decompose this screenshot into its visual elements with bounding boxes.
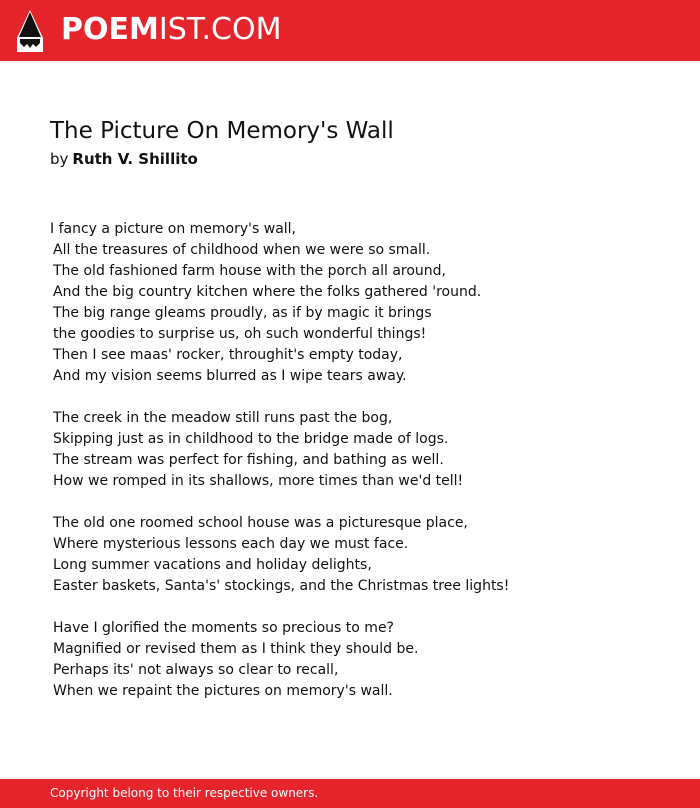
poem-line: the goodies to surprise us, oh such wonderful things! <box>53 326 427 342</box>
poem-line: The big range gleams proudly, as if by magic it brings <box>53 305 432 321</box>
site-logo[interactable] <box>61 10 281 50</box>
site-footer <box>0 779 700 808</box>
poem-line: And my vision seems blurred as I wipe tears away. <box>53 368 407 384</box>
author-name[interactable]: Ruth V. Shillito <box>72 150 198 168</box>
poem-line: And the big country kitchen where the folks gathered 'round. <box>53 284 482 300</box>
poem-line: Magnified or revised them as I think they should be. <box>53 641 419 657</box>
poem-line: I fancy a picture on memory's wall, <box>50 221 297 237</box>
by-label: by <box>50 150 69 168</box>
poem-line: Skipping just as in childhood to the bridge made of logs. <box>53 431 449 447</box>
site-header <box>0 0 700 61</box>
poem-line: How we romped in its shallows, more times than we'd tell! <box>53 473 464 489</box>
poem-line: The creek in the meadow still runs past the bog, <box>53 410 393 426</box>
poem-line: Long summer vacations and holiday delights, <box>53 557 372 573</box>
poem-byline <box>50 148 198 170</box>
poem-line: Have I glorified the moments so precious to me? <box>53 620 394 636</box>
poem-body <box>50 219 670 723</box>
poem-line: Easter baskets, Santa's' stockings, and the Christmas tree lights! <box>53 578 510 594</box>
poem-line: The old one roomed school house was a picturesque place, <box>53 515 468 531</box>
poem-line: Perhaps its' not always so clear to recall, <box>53 662 339 678</box>
poem-stanza <box>50 408 670 492</box>
poem-stanza <box>50 219 670 387</box>
copyright-text: Copyright belong to their respective owners. <box>50 786 319 800</box>
poem-stanza <box>50 618 670 702</box>
poem-line: When we repaint the pictures on memory's wall. <box>53 683 393 699</box>
poem-title: The Picture On Memory's Wall <box>50 118 394 144</box>
logo-text-bold: POEM <box>61 12 159 47</box>
poem-stanza <box>50 513 670 597</box>
logo-text-light: IST.COM <box>158 12 282 47</box>
poem-line: Where mysterious lessons each day we must face. <box>53 536 409 552</box>
pencil-tip-icon[interactable] <box>17 10 43 52</box>
poem-line: The stream was perfect for fishing, and bathing as well. <box>53 452 444 468</box>
poem-line: The old fashioned farm house with the porch all around, <box>53 263 446 279</box>
poem-line: Then I see maas' rocker, throughit's empty today, <box>53 347 403 363</box>
poem-line: All the treasures of childhood when we were so small. <box>53 242 431 258</box>
